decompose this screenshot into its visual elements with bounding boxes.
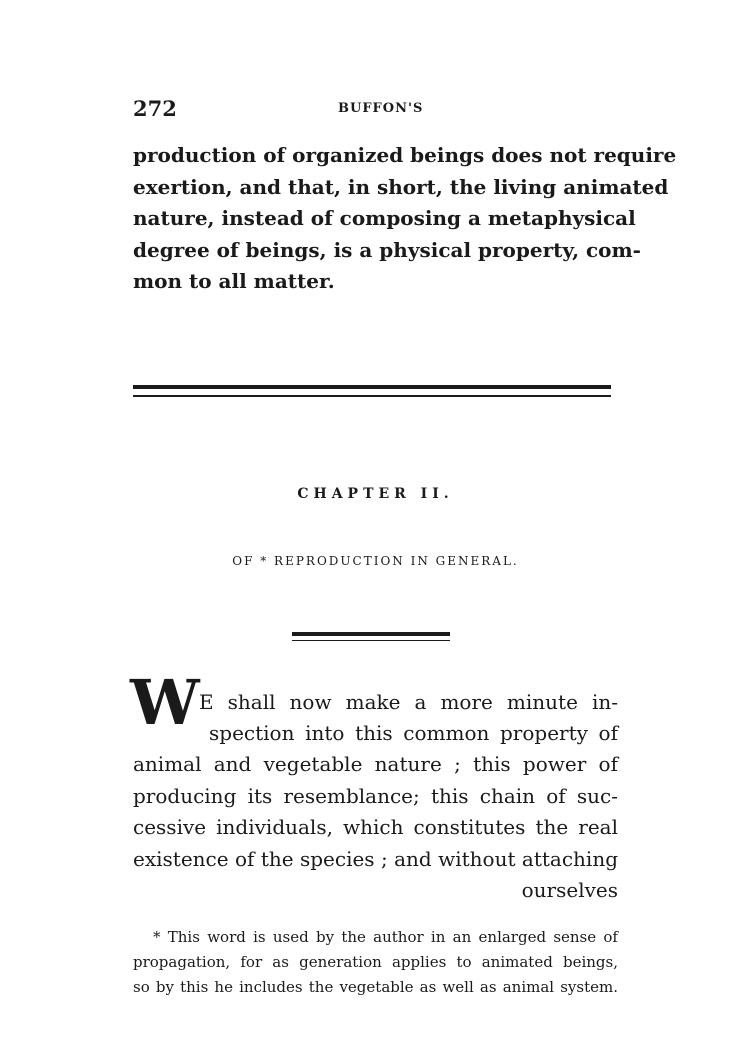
- footnote-line: so by this he includes the vegetable as well as animal system.: [133, 978, 618, 996]
- text-line: animal and vegetable nature ; this power of: [133, 752, 618, 776]
- second-line: [209, 718, 618, 750]
- footnote: [133, 925, 618, 1000]
- chapter-title: CHAPTER II.: [297, 486, 454, 502]
- continued-paragraph: [133, 140, 677, 298]
- text-line: production of organized beings does not require: [133, 143, 677, 167]
- text-line: producing its resemblance; this chain of suc-: [133, 783, 618, 808]
- opening-line: [199, 687, 618, 719]
- footnote-line: propagation, for as generation applies to animated beings,: [133, 953, 618, 971]
- running-head: BUFFON'S: [338, 101, 424, 116]
- text-line: cessive individuals, which constitutes the real: [133, 815, 618, 839]
- text-line: E shall now make a more minute in-: [199, 690, 618, 714]
- page-header: [133, 96, 618, 124]
- catchword: ourselves: [521, 878, 618, 902]
- section-divider-thin: [133, 395, 611, 397]
- page-number: 272: [133, 96, 177, 121]
- text-line: spection into this common property of: [209, 721, 618, 745]
- section-divider-thick: [133, 385, 611, 389]
- chapter-subtitle: OF * REPRODUCTION IN GENERAL.: [232, 554, 519, 568]
- text-line: degree of beings, is a physical property, com-: [133, 237, 641, 262]
- drop-cap: W: [130, 666, 200, 739]
- chapter-paragraph: [133, 749, 618, 907]
- text-line: nature, instead of composing a metaphysical: [133, 206, 636, 230]
- chapter-ornament-rule-thick: [292, 632, 450, 636]
- chapter-ornament-rule-thin: [292, 640, 450, 641]
- text-line: mon to all matter.: [133, 269, 335, 293]
- text-line: exertion, and that, in short, the living animated: [133, 174, 669, 199]
- footnote-line: * This word is used by the author in an enlarged sense of: [153, 928, 618, 946]
- text-line: existence of the species ; and without attaching: [133, 846, 618, 871]
